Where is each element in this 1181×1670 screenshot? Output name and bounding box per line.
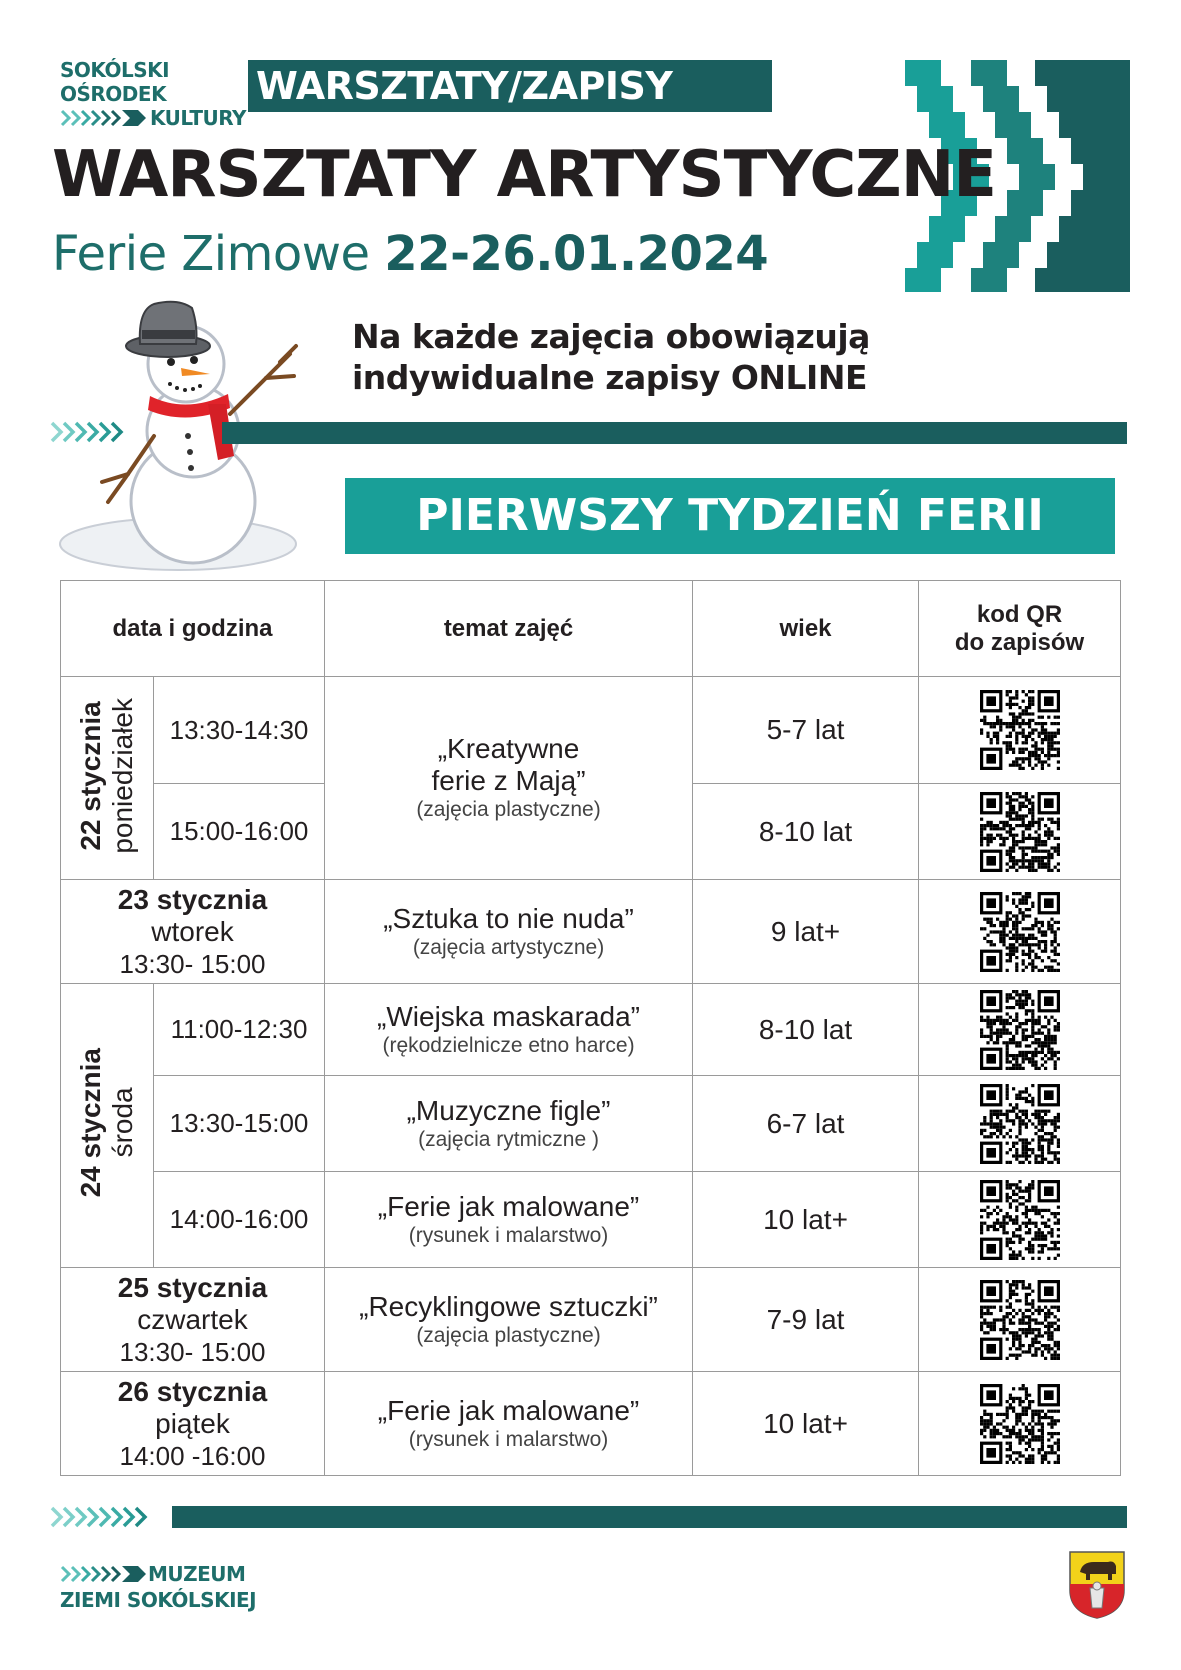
time-cell: 11:00-12:30: [154, 984, 325, 1076]
age-cell: 8-10 lat: [693, 984, 919, 1076]
qr-cell[interactable]: [919, 1172, 1121, 1268]
qr-code-icon[interactable]: [980, 1280, 1060, 1360]
topic-cell: [325, 1372, 693, 1476]
day-cell-22: [61, 677, 154, 880]
qr-cell[interactable]: [919, 984, 1121, 1076]
table-row: [61, 677, 1121, 784]
topic-cell: [325, 1172, 693, 1268]
topic-cell: [325, 880, 693, 984]
subtitle-dates: 22-26.01.2024: [384, 226, 769, 282]
topic-title: „Recyklingowe sztuczki”: [359, 1290, 658, 1322]
topic-cell: [325, 1268, 693, 1372]
schedule-table: [60, 580, 1121, 1476]
day-weekday: czwartek: [137, 1303, 248, 1335]
topic-title: „Wiejska maskarada”: [377, 1000, 640, 1032]
time-cell: 14:00-16:00: [154, 1172, 325, 1268]
day-time: 13:30- 15:00: [119, 1336, 266, 1367]
age-cell: 10 lat+: [693, 1372, 919, 1476]
qr-code-icon[interactable]: [980, 1180, 1060, 1260]
page-subtitle: [52, 224, 768, 284]
divider-band: [172, 1506, 1127, 1528]
divider-chevrons-icon: [50, 1505, 168, 1529]
museum-logo-line2: ZIEMI SOKÓLSKIEJ: [60, 1588, 257, 1612]
qr-code-icon[interactable]: [980, 1384, 1060, 1464]
topic-title: „Ferie jak malowane”: [377, 1394, 640, 1426]
coat-of-arms-icon: [1068, 1550, 1126, 1620]
qr-code-icon[interactable]: [980, 690, 1060, 770]
chevron-arrows-icon: [60, 1565, 146, 1583]
topic-subtitle: (rysunek i malarstwo): [408, 1427, 609, 1451]
table-row: [61, 1172, 1121, 1268]
qr-cell[interactable]: [919, 677, 1121, 784]
topic-title-line2: ferie z Mają”: [431, 765, 586, 796]
header-qr: [919, 581, 1121, 677]
day-weekday: wtorek: [151, 915, 234, 947]
org-logo: [60, 58, 246, 130]
time-cell: 13:30-15:00: [154, 1076, 325, 1172]
notice-line1: Na każde zajęcia obowiązują: [352, 317, 870, 356]
age-cell: 9 lat+: [693, 880, 919, 984]
qr-cell[interactable]: [919, 880, 1121, 984]
header-age: wiek: [693, 581, 919, 677]
day-time: 13:30- 15:00: [119, 948, 266, 979]
table-row: [61, 1372, 1121, 1476]
header-qr-line1: kod QR: [976, 600, 1063, 628]
day-date: 26 stycznia: [117, 1375, 268, 1407]
day-date: 22 stycznia: [75, 700, 106, 851]
org-logo-line2: KULTURY: [150, 106, 246, 130]
qr-cell[interactable]: [919, 784, 1121, 880]
topic-title-line1: „Kreatywne: [437, 733, 580, 764]
topic-subtitle: (zajęcia rytmiczne ): [418, 1127, 599, 1151]
header-date: data i godzina: [61, 581, 325, 677]
page-title: WARSZTATY ARTYSTYCZNE: [52, 138, 996, 212]
registration-notice: [352, 316, 870, 398]
topic-title: „Muzyczne figle”: [406, 1094, 611, 1126]
day-weekday: środa: [107, 1087, 138, 1159]
divider-band: [222, 422, 1127, 444]
divider-chevrons-icon: [50, 420, 142, 444]
topic-subtitle: (zajęcia plastyczne): [416, 798, 601, 821]
time-cell: 15:00-16:00: [154, 784, 325, 880]
qr-code-icon[interactable]: [980, 792, 1060, 872]
age-cell: 7-9 lat: [693, 1268, 919, 1372]
section-tag: WARSZTATY/ZAPISY: [248, 60, 772, 112]
day-time: 14:00 -16:00: [119, 1440, 266, 1471]
day-cell-26: [61, 1372, 325, 1476]
day-date: 23 stycznia: [117, 883, 268, 915]
topic-subtitle: (rysunek i malarstwo): [408, 1223, 609, 1247]
qr-code-icon[interactable]: [980, 892, 1060, 972]
chevron-arrows-icon: [60, 109, 146, 127]
header-qr-line2: do zapisów: [954, 628, 1085, 656]
day-date: 25 stycznia: [117, 1271, 268, 1303]
museum-logo-line1: MUZEUM: [148, 1562, 246, 1586]
table-row: [61, 1076, 1121, 1172]
org-logo-line1: SOKÓLSKI OŚRODEK: [60, 58, 170, 106]
age-cell: 6-7 lat: [693, 1076, 919, 1172]
qr-cell[interactable]: [919, 1268, 1121, 1372]
topic-subtitle: (zajęcia plastyczne): [416, 1323, 601, 1347]
subtitle-prefix: Ferie Zimowe: [52, 226, 370, 282]
topic-title: „Sztuka to nie nuda”: [383, 902, 634, 934]
day-cell-25: [61, 1268, 325, 1372]
qr-code-icon[interactable]: [980, 1084, 1060, 1164]
qr-cell[interactable]: [919, 1372, 1121, 1476]
topic-subtitle: (rękodzielnicze etno harce): [382, 1033, 635, 1057]
qr-code-icon[interactable]: [980, 990, 1060, 1070]
day-date: 24 stycznia: [75, 1048, 106, 1198]
table-row: [61, 880, 1121, 984]
notice-line2: indywidualne zapisy ONLINE: [352, 358, 867, 397]
topic-cell: [325, 1076, 693, 1172]
week-banner: PIERWSZY TYDZIEŃ FERII: [345, 478, 1115, 554]
age-cell: 8-10 lat: [693, 784, 919, 880]
day-weekday: poniedziałek: [107, 697, 138, 854]
topic-cell: [325, 677, 693, 880]
table-row: [61, 1268, 1121, 1372]
table-row: [61, 984, 1121, 1076]
museum-logo: [60, 1561, 256, 1613]
topic-cell: [325, 984, 693, 1076]
topic-subtitle: (zajęcia artystyczne): [412, 935, 605, 959]
day-weekday: piątek: [155, 1407, 230, 1439]
age-cell: 5-7 lat: [693, 677, 919, 784]
qr-cell[interactable]: [919, 1076, 1121, 1172]
day-cell-23: [61, 880, 325, 984]
topic-title: „Ferie jak malowane”: [377, 1190, 640, 1222]
day-cell-24: [61, 984, 154, 1268]
time-cell: 13:30-14:30: [154, 677, 325, 784]
age-cell: 10 lat+: [693, 1172, 919, 1268]
header-topic: temat zajęć: [325, 581, 693, 677]
table-header-row: [61, 581, 1121, 677]
